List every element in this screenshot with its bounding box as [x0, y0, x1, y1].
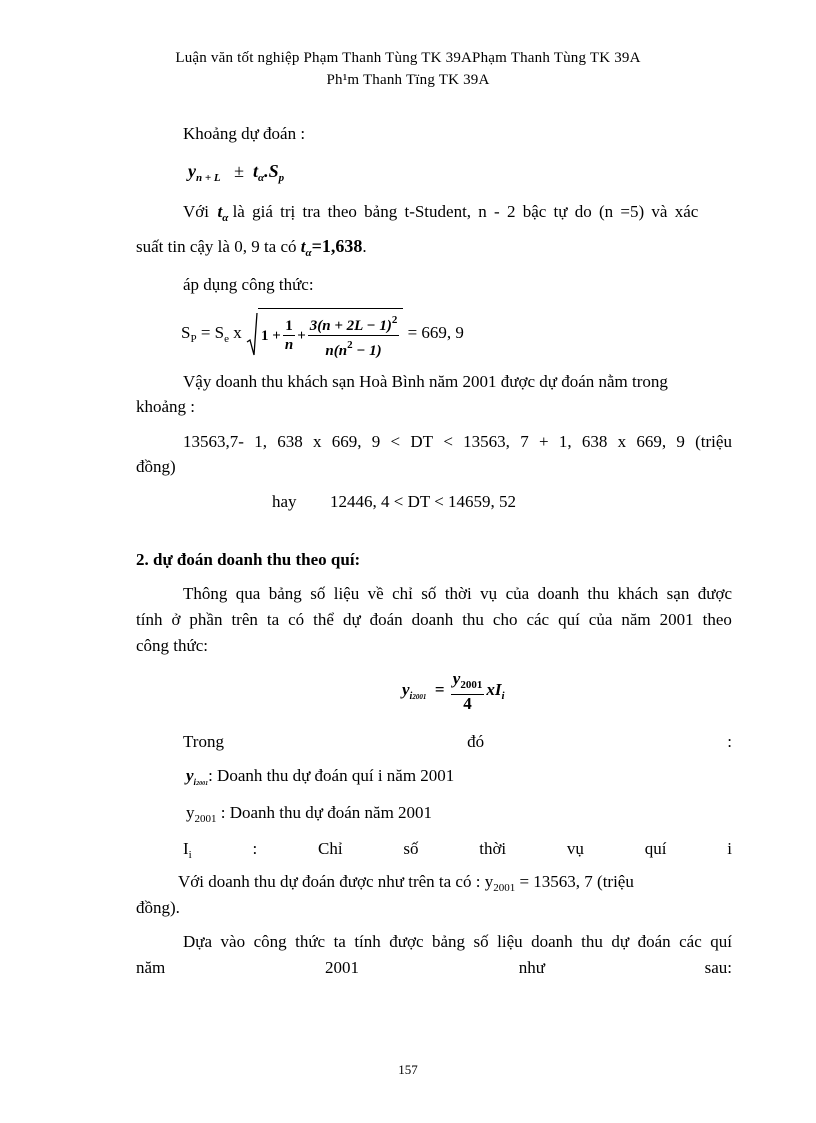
trong-do-line: Trong đó : — [183, 732, 732, 751]
interval-calc-line1: 13563,7- 1, 638 x 669, 9 < DT < 13563, 7 + 1, 638 x 669, 9 (triệu — [183, 432, 732, 451]
running-header-line1: Luận văn tốt nghiệp Phạm Thanh Tùng TK 39APhạm Thanh Tùng TK 39A — [175, 50, 641, 66]
section2-line2: tính ở phần trên ta có thể dự đoán doanh thu cho các quí của năm 2001 theo — [136, 610, 732, 629]
prediction-interval-formula: $y_{n + L}$ ± $t_\alpha.S_p$ — [188, 161, 285, 184]
def-year-prediction: $y_{2001}$ : Doanh thu dự đoán năm 2001 — [186, 803, 433, 825]
section2-line3: công thức: — [136, 636, 209, 655]
def-quarter-prediction: $y_{i2001}$: Doanh thu dự đoán quí i năm 2001 — [186, 766, 455, 787]
running-header-line2: Ph¹m Thanh Tïng TK 39A — [326, 72, 490, 88]
def-seasonal-index: $I_i$ : Chỉ số thời vụ quí i — [183, 839, 732, 861]
interval-range: 12446, 4 < DT < 14659, 52 — [330, 492, 517, 511]
section-title: 2. dự đoán doanh thu theo quí: — [136, 550, 361, 569]
interval-hay: hay — [272, 492, 297, 511]
year-prediction-line2: đồng). — [136, 898, 180, 917]
final-para-line2: năm 2001 như sau: — [136, 958, 732, 977]
year-prediction-line1: Với doanh thu dự đoán được như trên ta có : $y_{2001} = 13563$, 7 (triệu — [178, 872, 634, 894]
quarter-formula: $y_{i2001}$ = $\frac{y_{2001}}{4}$ $xI_i$ — [402, 668, 505, 713]
page-number: 157 — [398, 1062, 418, 1077]
t-student-line2: suất tin cậy là 0, 9 ta có $t_\alpha=1,638$. — [136, 236, 367, 259]
section2-line1: Thông qua bảng số liệu về chỉ số thời vụ của doanh thu khách sạn được — [183, 584, 732, 603]
sp-formula: $S_P = S_e$ x 1 + $\frac{1}{n}$ + $\frac{3(n + 2L - 1)^2}{n(n^2 - 1)}$ = 669, 9 — [181, 308, 464, 356]
square-root: 1 + $\frac{1}{n}$ + $\frac{3(n + 2L - 1)^2}{n(n^2 - 1)}$ — [246, 308, 403, 360]
apply-formula-label: áp dụng công thức: — [183, 275, 314, 294]
conclusion-line2: khoảng : — [136, 397, 196, 416]
interval-calc-line2: đồng) — [136, 457, 176, 476]
prediction-interval-label: Khoảng dự đoán : — [183, 124, 306, 143]
conclusion-line1: Vậy doanh thu khách sạn Hoà Bình năm 2001 được dự đoán nằm trong — [183, 372, 668, 391]
t-student-line1: Với $t_\alpha$ là giá trị tra theo bảng t-Student, n - 2 bậc tự do (n =5) và xác — [183, 202, 699, 224]
final-para-line1: Dựa vào công thức ta tính được bảng số liệu doanh thu dự đoán các quí — [183, 932, 732, 951]
